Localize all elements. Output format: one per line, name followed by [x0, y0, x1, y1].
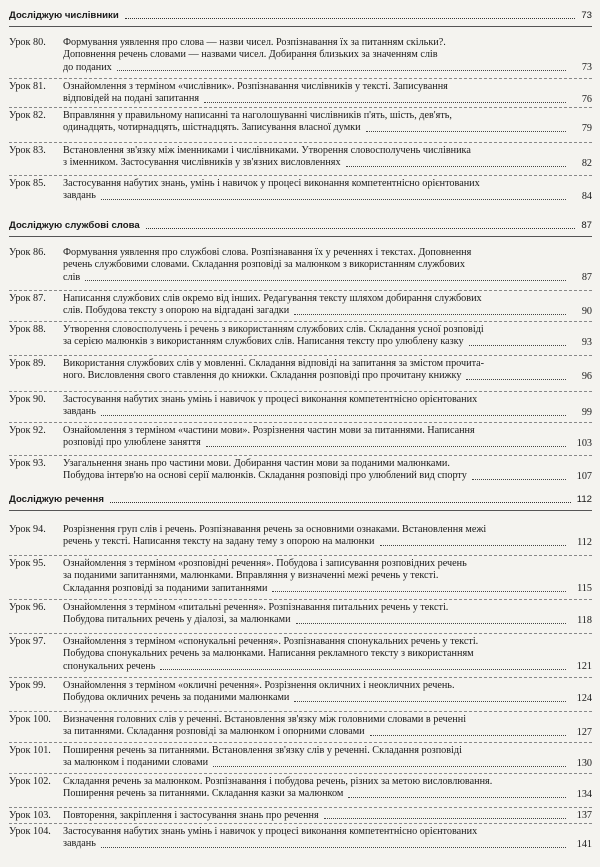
- dot-leader: [380, 536, 567, 545]
- lesson-text-line: [63, 726, 570, 738]
- lesson-number: Урок 89.: [9, 358, 46, 369]
- lesson-page-number: 118: [577, 614, 592, 626]
- lesson-number: Урок 96.: [9, 602, 46, 613]
- dot-leader: [324, 810, 566, 819]
- lesson-text: Визначення головних слів у реченні. Встановлення зв'язку між головними словами в реченні: [63, 714, 467, 725]
- lesson-text: за серією малюнків з використанням службових слів. Написання тексту про улюблену казку: [63, 336, 464, 348]
- lesson-entry: [9, 826, 592, 851]
- lesson-text: Утворення словосполучень і речень з використанням службових слів. Складання усної розповіді: [63, 324, 484, 335]
- lesson-description: [63, 636, 570, 673]
- dot-leader: [472, 470, 566, 479]
- lesson-text: Ознайомлення з терміном «розповідні речення». Побудова і записування розповідних речень: [63, 558, 467, 569]
- lesson-text-line: [63, 570, 570, 582]
- lesson-page-number: 93: [581, 336, 592, 348]
- lesson-page-number: 96: [581, 370, 592, 382]
- lesson-text-line: [63, 259, 570, 271]
- lesson-description: [63, 358, 570, 383]
- lesson-page-number: 107: [576, 470, 592, 482]
- lesson-text: Побудова питальних речень у діалозі, за малюнками: [63, 614, 291, 626]
- lesson-text-line: [63, 583, 570, 595]
- lesson-text-line: [63, 661, 570, 673]
- lesson-entry: [9, 602, 592, 627]
- lesson-text-line: [63, 247, 570, 259]
- lesson-page-number: 130: [576, 757, 592, 769]
- lesson-entry: [9, 745, 592, 770]
- lesson-text-line: [63, 470, 570, 482]
- lesson-description: [63, 602, 570, 627]
- entry-divider: [9, 107, 592, 108]
- lesson-page-number: 87: [581, 272, 592, 284]
- entry-divider: [9, 78, 592, 79]
- lesson-number: Урок 88.: [9, 324, 46, 335]
- lesson-number: Урок 90.: [9, 394, 46, 405]
- lesson-description: [63, 324, 570, 349]
- dot-leader: [294, 692, 566, 701]
- lesson-text: Застосування набутих знань умінь і навичок у процесі виконання компетентнісно орієнтованих: [63, 826, 478, 837]
- dot-leader: [125, 18, 576, 19]
- lesson-page-number: 99: [581, 406, 592, 418]
- lesson-page-number: 82: [581, 157, 592, 169]
- dot-leader: [294, 305, 566, 314]
- lesson-number: Урок 86.: [9, 247, 46, 258]
- lesson-page-number: 90: [581, 305, 592, 317]
- lesson-entry: [9, 680, 592, 705]
- lesson-entry: [9, 425, 592, 450]
- lesson-text: Застосування набутих знань, умінь і навичок у процесі виконання компетентнісно орієнтованих: [63, 178, 480, 189]
- section-page-number: 112: [576, 494, 592, 505]
- section-divider: [9, 26, 592, 27]
- lesson-page-number: 115: [577, 583, 592, 595]
- lesson-number: Урок 99.: [9, 680, 46, 691]
- lesson-text-line: [63, 602, 570, 614]
- lesson-text: за поданими запитаннями, малюнками. Вправляння у визначенні межі речень у тексті.: [63, 570, 439, 582]
- lesson-entry: [9, 358, 592, 383]
- lesson-number: Урок 101.: [9, 745, 51, 756]
- lesson-text: за питаннями. Складання розповіді за малюнком і опорними словами: [63, 726, 365, 738]
- lesson-description: [63, 524, 570, 549]
- dot-leader: [101, 190, 566, 199]
- lesson-text: Формування уявлення про службові слова. Розпізнавання їх у реченнях і текстах. Доповнення: [63, 247, 472, 258]
- lesson-text: слів: [63, 271, 81, 283]
- lesson-description: [63, 425, 570, 450]
- lesson-text-line: [63, 524, 570, 536]
- lesson-number: Урок 102.: [9, 776, 51, 787]
- entry-divider: [9, 807, 592, 808]
- lesson-description: [63, 745, 570, 770]
- lesson-text: Написання службових слів окремо від інших. Редагування тексту шляхом добирання службових: [63, 293, 482, 304]
- lesson-text: Поширення речень за питаннями. Встановлення зв'язку слів у реченні. Складання розповіді: [63, 745, 462, 756]
- lesson-text: Поширення речень за питаннями. Складання казки за малюнком: [63, 788, 344, 800]
- lesson-text-line: [63, 190, 570, 202]
- lesson-text: Складання розповіді за поданими запитаннями: [63, 582, 268, 594]
- lesson-text: Повторення, закріплення і застосування знань про речення: [63, 810, 319, 821]
- section-title: Досліджую числівники: [9, 10, 119, 21]
- lesson-entry: [9, 636, 592, 674]
- lesson-text-line: [63, 305, 570, 317]
- lesson-description: [63, 558, 570, 595]
- dot-leader: [85, 272, 566, 281]
- lesson-page-number: 141: [576, 838, 592, 850]
- entry-divider: [9, 455, 592, 456]
- lesson-text: слів. Побудова тексту з опорою на відгадані загадки: [63, 305, 290, 317]
- lesson-text: речень у тексті. Написання тексту на задану тему з опорою на малюнки: [63, 536, 375, 548]
- lesson-text-line: [63, 370, 570, 382]
- lesson-page-number: 127: [576, 726, 592, 738]
- lesson-description: [63, 810, 570, 822]
- lesson-text-line: [63, 110, 570, 122]
- lesson-text: одинадцять, чотирнадцять, шістнадцять. Записування власної думки: [63, 122, 361, 134]
- lesson-text-line: [63, 49, 570, 61]
- lesson-text-line: [63, 145, 570, 157]
- dot-leader: [110, 502, 571, 503]
- lesson-page-number: 112: [577, 536, 592, 548]
- entry-divider: [9, 555, 592, 556]
- lesson-text: Використання службових слів у мовленні. Складання відповіді на запитання за змістом прочита-: [63, 358, 485, 369]
- lesson-number: Урок 93.: [9, 458, 46, 469]
- lesson-description: [63, 458, 570, 483]
- lesson-text-line: [63, 692, 570, 704]
- lesson-description: [63, 394, 570, 419]
- lesson-text: Розрізнення груп слів і речень. Розпізнавання речень за основними ознаками. Встановлення межі: [63, 524, 487, 535]
- dot-leader: [101, 838, 566, 847]
- lesson-text: спонукальних речень: [63, 660, 156, 672]
- lesson-entry: [9, 110, 592, 135]
- entry-divider: [9, 175, 592, 176]
- lesson-page-number: 137: [576, 810, 592, 821]
- lesson-description: [63, 680, 570, 705]
- dot-leader: [366, 122, 566, 131]
- entry-divider: [9, 391, 592, 392]
- section-heading: [9, 219, 592, 233]
- lesson-text: до поданих: [63, 61, 112, 73]
- lesson-page-number: 103: [576, 437, 592, 449]
- lesson-description: [63, 293, 570, 318]
- lesson-description: [63, 178, 570, 203]
- lesson-text-line: [63, 394, 570, 406]
- section-title: Досліджую речення: [9, 494, 104, 505]
- lesson-text-line: [63, 406, 570, 418]
- entry-divider: [9, 633, 592, 634]
- lesson-text-line: [63, 37, 570, 49]
- lesson-entry: [9, 776, 592, 801]
- lesson-text: Ознайомлення з терміном «спонукальні речення». Розпізнавання спонукальних речень у тексті.: [63, 636, 479, 647]
- lesson-description: [63, 776, 570, 801]
- lesson-text: з іменником. Застосування числівників у зв'язних висловленнях: [63, 157, 341, 169]
- dot-leader: [206, 437, 566, 446]
- lesson-description: [63, 714, 570, 739]
- lesson-text-line: [63, 458, 570, 470]
- lesson-text: Складання речень за малюнком. Розпізнавання і побудова речень, різних за метою висловлювання.: [63, 776, 493, 787]
- dot-leader: [370, 726, 566, 735]
- lesson-description: [63, 81, 570, 106]
- section-title: Досліджую службові слова: [9, 220, 140, 231]
- dot-leader: [117, 62, 566, 71]
- lesson-text-line: [63, 122, 570, 134]
- lesson-text-line: [63, 680, 570, 692]
- lesson-page-number: 121: [576, 661, 592, 673]
- entry-divider: [9, 823, 592, 824]
- section-heading: [9, 493, 592, 507]
- lesson-number: Урок 81.: [9, 81, 46, 92]
- lesson-text-line: [63, 776, 570, 788]
- lesson-text: Застосування набутих знань умінь і навичок у процесі виконання компетентнісно орієнтованих: [63, 394, 478, 405]
- lesson-page-number: 79: [581, 122, 592, 134]
- entry-divider: [9, 142, 592, 143]
- lesson-text: завдань: [63, 190, 96, 202]
- lesson-text-line: [63, 714, 570, 726]
- lesson-number: Урок 103.: [9, 810, 51, 821]
- lesson-number: Урок 80.: [9, 37, 46, 48]
- lesson-entry: [9, 81, 592, 106]
- lesson-description: [63, 826, 570, 851]
- entry-divider: [9, 677, 592, 678]
- lesson-text-line: [63, 838, 570, 850]
- lesson-entry: [9, 394, 592, 419]
- lesson-entry: [9, 458, 592, 483]
- lesson-text-line: [63, 614, 570, 626]
- lesson-number: Урок 85.: [9, 178, 46, 189]
- lesson-text: Ознайомлення з терміном «питальні речення». Розпізнавання питальних речень у тексті.: [63, 602, 449, 613]
- lesson-number: Урок 92.: [9, 425, 46, 436]
- lesson-text-line: [63, 157, 570, 169]
- lesson-text-line: [63, 178, 570, 190]
- dot-leader: [346, 157, 566, 166]
- lesson-text-line: [63, 336, 570, 348]
- dot-leader: [101, 406, 566, 415]
- lesson-entry: [9, 524, 592, 549]
- section-page-number: 73: [581, 10, 592, 21]
- lesson-description: [63, 37, 570, 74]
- dot-leader: [213, 757, 566, 766]
- lesson-text-line: [63, 324, 570, 336]
- dot-leader: [160, 661, 566, 670]
- entry-divider: [9, 742, 592, 743]
- lesson-text: Ознайомлення з терміном «окличні речення». Розрізнення окличних і неокличних речень.: [63, 680, 455, 691]
- lesson-text: речень службовими словами. Складання розповіді за малюнком з використанням службових: [63, 259, 465, 271]
- lesson-description: [63, 110, 570, 135]
- entry-divider: [9, 711, 592, 712]
- lesson-entry: [9, 145, 592, 170]
- lesson-entry: [9, 558, 592, 596]
- lesson-entry: [9, 37, 592, 75]
- lesson-text: Побудова окличних речень за поданими малюнками: [63, 692, 290, 704]
- entry-divider: [9, 290, 592, 291]
- lesson-text-line: [63, 536, 570, 548]
- dot-leader: [296, 614, 566, 623]
- section-divider: [9, 236, 592, 237]
- lesson-text: Ознайомлення з терміном «числівник». Розпізнавання числівників у тексті. Записування: [63, 81, 448, 92]
- entry-divider: [9, 355, 592, 356]
- lesson-number: Урок 97.: [9, 636, 46, 647]
- lesson-text: завдань: [63, 838, 96, 850]
- lesson-text: Доповнення речень словами — назвами чисел. Добирання близьких за значенням слів: [63, 49, 438, 61]
- lesson-text: відповідей на подані запитання: [63, 93, 200, 105]
- lesson-text-line: [63, 81, 570, 93]
- lesson-entry: [9, 324, 592, 349]
- lesson-text-line: [63, 558, 570, 570]
- lesson-number: Урок 94.: [9, 524, 46, 535]
- entry-divider: [9, 321, 592, 322]
- lesson-text-line: [63, 272, 570, 284]
- lesson-text: за малюнком і поданими словами: [63, 757, 209, 769]
- entry-divider: [9, 773, 592, 774]
- lesson-text-line: [63, 788, 570, 800]
- lesson-text: Побудова спонукальних речень за малюнками. Написання рекламного тексту з використанням: [63, 648, 474, 660]
- lesson-text: Побудова інтерв'ю на основі серії малюнків. Складання розповіді про улюблений вид спорту: [63, 470, 467, 482]
- dot-leader: [146, 228, 576, 229]
- lesson-entry: [9, 714, 592, 739]
- lesson-text: Узагальнення знань про частини мови. Добирання частин мови за поданими малюнками.: [63, 458, 450, 469]
- lesson-text-line: [63, 62, 570, 74]
- lesson-entry: [9, 293, 592, 318]
- lesson-text-line: [63, 745, 570, 757]
- lesson-text: ного. Висловлення свого ставлення до книжки. Складання розповіді про прочитану книжку: [63, 370, 462, 382]
- lesson-text: Встановлення зв'язку між іменниками і числівниками. Утворення словосполучень числівника: [63, 145, 471, 156]
- lesson-entry: [9, 810, 592, 823]
- lesson-page-number: 73: [581, 62, 592, 74]
- section-page-number: 87: [581, 220, 592, 231]
- dot-leader: [466, 370, 566, 379]
- lesson-text-line: [63, 437, 570, 449]
- lesson-number: Урок 83.: [9, 145, 46, 156]
- section-heading: [9, 9, 592, 23]
- lesson-entry: [9, 247, 592, 285]
- lesson-number: Урок 95.: [9, 558, 46, 569]
- dot-leader: [348, 788, 566, 797]
- lesson-text-line: [63, 358, 570, 370]
- entry-divider: [9, 599, 592, 600]
- lesson-text: Формування уявлення про слова — назви чисел. Розпізнавання їх за питанням скільки?.: [63, 37, 446, 48]
- lesson-text-line: [63, 826, 570, 838]
- lesson-number: Урок 100.: [9, 714, 51, 725]
- lesson-text: Вправляння у правильному написанні та наголошуванні числівників п'ять, шість, дев'ять,: [63, 110, 452, 121]
- entry-divider: [9, 422, 592, 423]
- lesson-text: завдань: [63, 406, 96, 418]
- lesson-description: [63, 145, 570, 170]
- lesson-page-number: 134: [576, 788, 592, 800]
- lesson-number: Урок 104.: [9, 826, 51, 837]
- lesson-text-line: [63, 93, 570, 105]
- lesson-text-line: [63, 810, 570, 822]
- dot-leader: [272, 583, 566, 592]
- lesson-text-line: [63, 293, 570, 305]
- lesson-number: Урок 82.: [9, 110, 46, 121]
- lesson-page-number: 84: [581, 190, 592, 202]
- lesson-text-line: [63, 648, 570, 660]
- dot-leader: [204, 93, 566, 102]
- lesson-text: розповіді про улюблене заняття: [63, 437, 201, 449]
- dot-leader: [469, 336, 566, 345]
- lesson-text-line: [63, 636, 570, 648]
- lesson-number: Урок 87.: [9, 293, 46, 304]
- lesson-entry: [9, 178, 592, 203]
- lesson-page-number: 124: [576, 692, 592, 704]
- lesson-text-line: [63, 425, 570, 437]
- lesson-text-line: [63, 757, 570, 769]
- lesson-text: Ознайомлення з терміном «частини мови». Розрізнення частин мови за питаннями. Написання: [63, 425, 475, 436]
- lesson-description: [63, 247, 570, 284]
- lesson-page-number: 76: [581, 93, 592, 105]
- section-divider: [9, 510, 592, 511]
